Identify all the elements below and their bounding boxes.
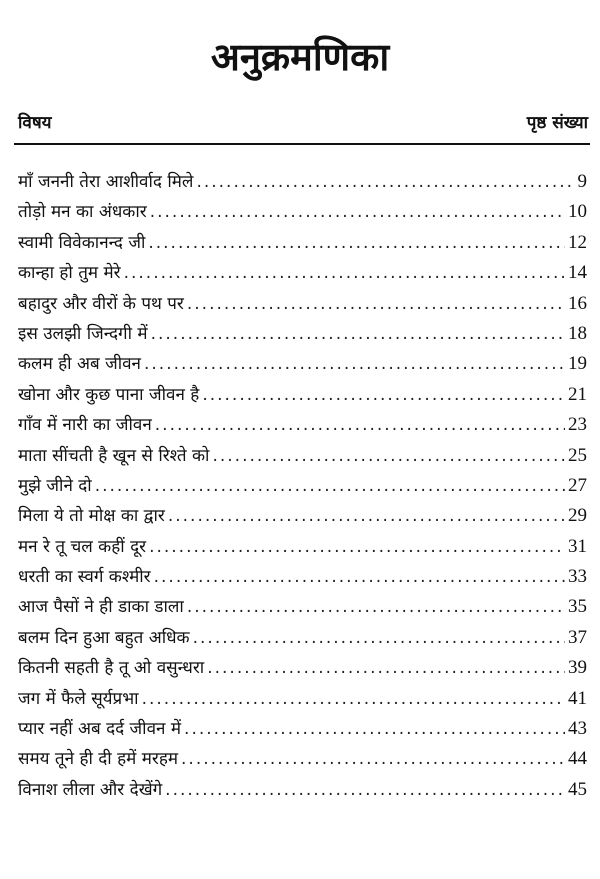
dot-leader — [154, 562, 565, 592]
entry-page-number: 27 — [568, 474, 587, 496]
column-header-row — [18, 110, 588, 138]
entry-title: बलम दिन हुआ बहुत अधिक — [18, 627, 190, 648]
dot-leader — [202, 380, 565, 410]
entry-title: प्यार नहीं अब दर्द जीवन में — [18, 719, 182, 740]
dot-leader — [207, 653, 565, 683]
page-title: अनुक्रमणिका — [210, 34, 390, 79]
table-of-contents — [18, 167, 587, 805]
dot-leader — [124, 258, 565, 288]
entry-title: विनाश लीला और देखेंगे — [18, 779, 163, 800]
toc-entry — [18, 562, 587, 592]
dot-leader — [149, 532, 565, 562]
dot-leader — [155, 410, 565, 440]
entry-page-number: 18 — [568, 322, 587, 344]
entry-page-number: 43 — [568, 718, 587, 740]
toc-entry — [18, 289, 587, 319]
entry-page-number: 19 — [568, 353, 587, 375]
entry-page-number: 29 — [568, 505, 587, 527]
entry-page-number: 10 — [568, 201, 587, 223]
dot-leader — [193, 623, 565, 653]
dot-leader — [151, 319, 565, 349]
dot-leader — [187, 592, 565, 622]
entry-page-number: 41 — [568, 687, 587, 709]
entry-title: माता सींचती है खून से रिश्ते को — [18, 445, 210, 466]
entry-page-number: 35 — [568, 596, 587, 618]
entry-title: मिला ये तो मोक्ष का द्वार — [18, 506, 165, 527]
entry-title: माँ जननी तेरा आशीर्वाद मिले — [18, 172, 194, 192]
toc-entry — [18, 684, 587, 714]
page-number-column-header: पृष्ठ संख्या — [526, 113, 588, 133]
entry-title: धरती का स्वर्ग कश्मीर — [18, 567, 151, 588]
toc-entry — [18, 349, 587, 379]
entry-page-number: 39 — [568, 657, 587, 679]
toc-entry — [18, 471, 587, 501]
entry-page-number: 25 — [568, 444, 587, 466]
entry-title: इस उलझी जिन्दगी में — [18, 323, 148, 344]
entry-page-number: 14 — [568, 262, 587, 284]
entry-page-number: 23 — [568, 414, 587, 436]
dot-leader — [181, 744, 565, 774]
entry-title: समय तूने ही दी हमें मरहम — [18, 749, 179, 770]
entry-title: मुझे जीने दो — [18, 475, 92, 496]
toc-entry — [18, 653, 587, 683]
dot-leader — [142, 684, 565, 714]
entry-title: तोड़ो मन का अंधकार — [18, 202, 147, 223]
dot-leader — [212, 441, 565, 471]
entry-page-number: 33 — [568, 566, 587, 588]
dot-leader — [144, 349, 565, 379]
toc-entry — [18, 623, 587, 653]
entry-page-number: 16 — [568, 292, 587, 314]
toc-entry — [18, 380, 587, 410]
toc-entry — [18, 319, 587, 349]
dot-leader — [148, 228, 565, 258]
toc-entry — [18, 775, 587, 805]
dot-leader — [168, 501, 565, 531]
dot-leader — [95, 471, 565, 501]
entry-title: मन रे तू चल कहीं दूर — [18, 536, 147, 557]
entry-page-number: 37 — [568, 626, 587, 648]
entry-title: गाँव में नारी का जीवन — [18, 415, 152, 436]
entry-title: जग में फैले सूर्यप्रभा — [18, 688, 139, 709]
entry-title: कितनी सहती है तू ओ वसुन्धरा — [18, 658, 205, 679]
toc-entry — [18, 167, 587, 197]
toc-entry — [18, 228, 587, 258]
toc-entry — [18, 441, 587, 471]
entry-title: खोना और कुछ पाना जीवन है — [18, 384, 200, 405]
toc-entry — [18, 744, 587, 774]
dot-leader — [196, 167, 574, 197]
toc-entry — [18, 258, 587, 288]
entry-title: कलम ही अब जीवन — [18, 354, 141, 375]
entry-title: बहादुर और वीरों के पथ पर — [18, 293, 184, 314]
entry-page-number: 9 — [577, 171, 587, 192]
entry-page-number: 44 — [568, 748, 587, 770]
toc-entry — [18, 592, 587, 622]
header-divider — [14, 143, 590, 145]
toc-entry — [18, 714, 587, 744]
dot-leader — [150, 197, 565, 227]
dot-leader — [165, 775, 565, 805]
entry-title: कान्हा हो तुम मेरे — [18, 263, 121, 284]
entry-page-number: 21 — [568, 383, 587, 405]
entry-page-number: 12 — [568, 231, 587, 253]
entry-page-number: 45 — [568, 778, 587, 800]
dot-leader — [187, 289, 565, 319]
toc-entry — [18, 197, 587, 227]
subject-column-header: विषय — [18, 113, 52, 133]
entry-page-number: 31 — [568, 535, 587, 557]
toc-entry — [18, 501, 587, 531]
toc-entry — [18, 532, 587, 562]
toc-entry — [18, 410, 587, 440]
entry-title: आज पैसों ने ही डाका डाला — [18, 597, 184, 618]
entry-title: स्वामी विवेकानन्द जी — [18, 232, 146, 253]
dot-leader — [184, 714, 565, 744]
